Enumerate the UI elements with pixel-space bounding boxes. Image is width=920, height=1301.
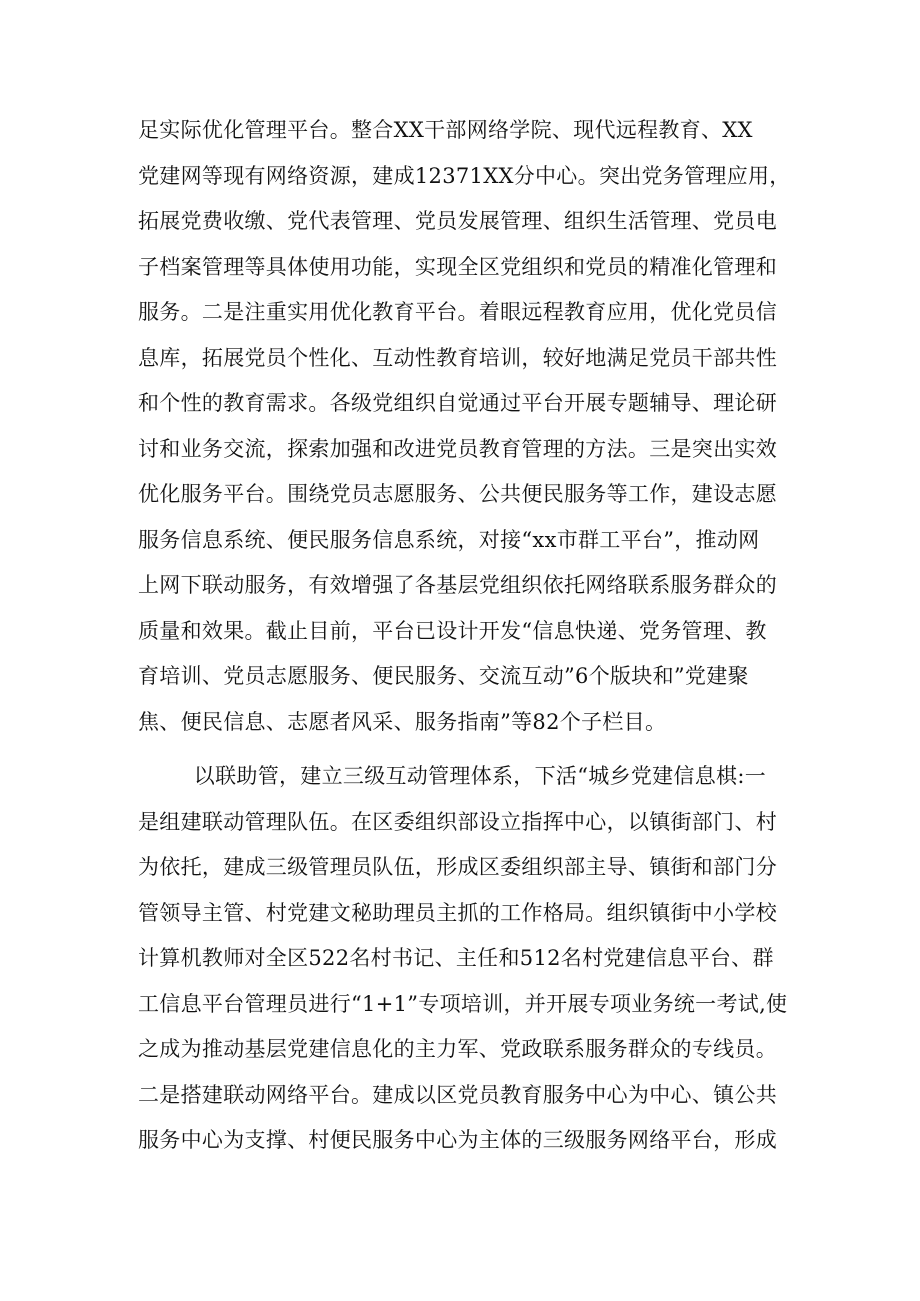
text-line: 服务中心为支撑、村便民服务中心为主体的三级服务网络平台，形成 [138, 1128, 777, 1152]
text-line: 和个性的教育需求。各级党组织自觉通过平台开展专题辅导、理论研 [138, 391, 777, 415]
text-line: 育培训、党员志愿服务、便民服务、交流互动”6个版块和”党建聚 [138, 664, 749, 688]
text-line: 计算机教师对全区522名村书记、主任和512名村党建信息平台、群 [138, 946, 774, 970]
text-line: 子档案管理等具体使用功能，实现全区党组织和党员的精准化管理和 [138, 254, 777, 279]
text-line: 是组建联动管理队伍。在区委组织部设立指挥中心，以镇街部门、村 [138, 809, 777, 834]
text-line: 服务信息系统、便民服务信息系统，对接“xx市群工平台”，推动网 [138, 527, 760, 552]
text-line: 之成为推动基层党建信息化的主力军、党政联系服务群众的专线员。 [138, 1037, 777, 1061]
text-line: 足实际优化管理平台。整合XX干部网络学院、现代远程教育、XX [138, 118, 753, 142]
text-line: 优化服务平台。围绕党员志愿服务、公共便民服务等工作，建设志愿 [138, 482, 777, 506]
text-line: 息库，拓展党员个性化、互动性教育培训，较好地满足党员干部共性 [138, 345, 777, 370]
text-line: 拓展党费收缴、党代表管理、党员发展管理、组织生活管理、党员电 [138, 209, 777, 233]
text-line: 以联助管，建立三级互动管理体系，下活“城乡党建信息棋:一 [138, 764, 767, 788]
text-line: 工信息平台管理员进行“1+1”专项培训，并开展专项业务统一考试,使 [138, 991, 788, 1016]
paragraph-platform-optimization [138, 108, 798, 745]
text-line: 二是搭建联动网络平台。建成以区党员教育服务中心为中心、镇公共 [138, 1082, 777, 1107]
text-line: 上网下联动服务，有效增强了各基层党组织依托网络联系服务群众的 [138, 573, 777, 597]
paragraph-linkage-management [138, 754, 798, 1164]
text-line: 质量和效果。截止目前，平台已设计开发“信息快递、党务管理、教 [138, 618, 767, 643]
text-line: 服务。二是注重实用优化教育平台。着眼远程教育应用，优化党员信 [138, 300, 777, 324]
text-line: 党建网等现有网络资源，建成12371XX分中心。突出党务管理应用， [138, 163, 791, 188]
text-line: 焦、便民信息、志愿者风采、服务指南”等82个子栏目。 [138, 709, 667, 734]
text-line: 为依托，建成三级管理员队伍，形成区委组织部主导、镇街和部门分 [138, 855, 777, 879]
text-line: 讨和业务交流，探索加强和改进党员教育管理的方法。三是突出实效 [138, 436, 777, 461]
text-line: 管领导主管、村党建文秘助理员主抓的工作格局。组织镇街中小学校 [138, 900, 777, 925]
